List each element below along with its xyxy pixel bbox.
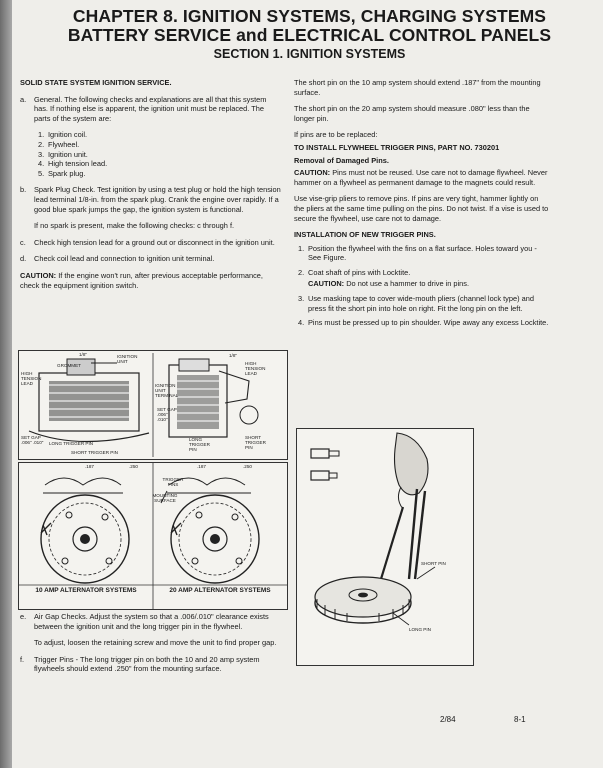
caution-ignition-switch: CAUTION: If the engine won't run, after previous acceptable performance, check the equipment ignition switch. <box>20 270 263 290</box>
item-a <box>20 95 282 124</box>
item-a-text: General. The following checks and explanations are all that this system has. If nothing else is apparent, the ignition unit must be replaced. The parts of the system are: <box>34 94 267 123</box>
caption-10-amp: 10 AMP ALTERNATOR SYSTEMS <box>35 587 137 594</box>
dim-left-a: .187 <box>85 464 94 469</box>
item-b <box>20 185 282 214</box>
footer-page-number: 8-1 <box>514 715 526 724</box>
item-e-note: To adjust, loosen the retaining screw and move the unit to find proper gap. <box>34 638 277 648</box>
item-b-note: If no spark is present, make the following checks: c through f. <box>34 221 235 231</box>
caption-20-amp: 20 AMP ALTERNATOR SYSTEMS <box>169 587 271 594</box>
list-item: 3. Use masking tape to cover wide-mouth pliers (channel lock type) and press fit the short pin into hole on right. Fit the long pin on the left. <box>298 294 534 313</box>
install-pins-heading: TO INSTALL FLYWHEEL TRIGGER PINS, PART NO. 730201 <box>294 142 500 152</box>
item-d <box>20 254 282 264</box>
list-item: 1. Ignition coil. <box>38 130 88 140</box>
item-e <box>20 612 282 631</box>
label-high-tension-right: HIGH TENSION LEAD <box>245 361 266 377</box>
chapter-title-line2: BATTERY SERVICE and ELECTRICAL CONTROL PANELS <box>67 25 552 45</box>
item-e-text: Air Gap Checks. Adjust the system so that a .006/.010" clearance exists between the ignition unit and the long trigger pin in the flywheel. <box>34 612 269 631</box>
item-c-letter: c. <box>20 237 26 247</box>
label-long-pin: LONG PIN <box>409 627 431 632</box>
item-c-text: Check high tension lead for a ground out or disconnect in the ignition unit. <box>34 237 275 247</box>
list-item: 1. Position the flywheel with the fins on a flat surface. Holes toward you - See Figure. <box>298 243 537 263</box>
dim-right-a: .187 <box>197 464 206 469</box>
short-pin-20amp: The short pin on the 20 amp system should measure .080" less than the longer pin. <box>294 104 530 123</box>
item-f-letter: f. <box>20 654 25 664</box>
left-column-top <box>20 78 282 290</box>
short-pin-10amp: The short pin on the 10 amp system should extend .187" from the mounting surface. <box>294 78 541 97</box>
left-column-bottom <box>20 612 282 681</box>
item-e-letter: e. <box>20 612 27 621</box>
figure-flywheels <box>18 462 288 610</box>
item-c <box>20 238 282 248</box>
label-trigger-pins: TRIGGER PINS <box>162 477 184 488</box>
label-ignition-unit-left: IGNITION UNIT <box>117 354 138 365</box>
pins-replace-note: If pins are to be replaced: <box>294 130 378 140</box>
list-item: 3. Ignition unit. <box>38 149 88 159</box>
caution-pins-reuse: CAUTION: Pins must not be reused. Use care not to damage flywheel. Never hammer on a flywheel as permanent damage to the magnets could result. <box>294 168 548 187</box>
dim-right-b: .250 <box>243 464 252 469</box>
label-high-tension-left: HIGH TENSION LEAD <box>21 371 42 387</box>
figure-air-gap <box>18 350 288 460</box>
item-b-letter: b. <box>20 185 27 195</box>
right-column <box>294 78 550 328</box>
label-set-gap-right: SET GAP .006" .010" <box>157 407 177 423</box>
item-d-text: Check coil lead and connection to ignition unit terminal. <box>34 254 215 264</box>
solid-state-heading: SOLID STATE SYSTEM IGNITION SERVICE. <box>20 78 172 87</box>
label-short-pin-left: SHORT TRIGGER PIN <box>71 450 118 455</box>
parts-list <box>20 130 282 178</box>
figure-pliers <box>296 428 474 666</box>
item-f <box>20 655 282 674</box>
item-d-letter: d. <box>20 254 27 264</box>
chapter-title-line1: CHAPTER 8. IGNITION SYSTEMS, CHARGING SYSTEMS <box>72 6 547 26</box>
item-b-text: Spark Plug Check. Test ignition by using a test plug or hold the high tension lead terminal 1/8-in. from the spark plug. Crank the engine over rapidly. If a good blue spark jumps the gap, the ignition system is functional. <box>34 185 281 214</box>
label-mounting-surface: MOUNTING SURFACE <box>152 493 178 504</box>
scan-edge <box>0 0 12 768</box>
label-long-pin-right: LONG TRIGGER PIN <box>189 437 210 453</box>
caution-no-hammer: CAUTION: Do not use a hammer to drive in pins. <box>308 278 470 288</box>
label-ignition-terminal: IGNITION UNIT TERMINAL <box>155 383 179 399</box>
label-short-pin-right: SHORT TRIGGER PIN <box>245 435 266 451</box>
list-item: 2. Flywheel. <box>38 139 80 149</box>
list-item: 4. High tension lead. <box>38 159 108 169</box>
list-item: 4. Pins must be pressed up to pin shoulder. Wipe away any excess Locktite. <box>298 318 549 328</box>
label-set-gap-left: SET GAP .006" .010" <box>21 435 44 446</box>
footer-date: 2/84 <box>440 715 456 724</box>
vise-grip-instructions: Use vise-grip pliers to remove pins. If pins are very tight, hammer lightly on the pliers at the same time pulling on the pins. Do not twist. If a vise is used to secure the flywheel, use care not to damage. <box>294 194 549 223</box>
label-long-pin-left: LONG TRIGGER PIN <box>49 441 94 446</box>
dim-left-b: .250 <box>129 464 138 469</box>
list-item: 2. Coat shaft of pins with Locktite. <box>298 267 411 277</box>
manual-page <box>12 0 603 768</box>
item-f-text: Trigger Pins - The long trigger pin on both the 10 and 20 amp system flywheels should extend .250" from the mounting surface. <box>34 654 260 674</box>
item-a-letter: a. <box>20 94 27 104</box>
section-title: SECTION 1. IGNITION SYSTEMS <box>213 47 406 61</box>
pliers-illustration <box>297 429 473 665</box>
label-short-pin: SHORT PIN <box>421 561 446 566</box>
label-gap-left: 1/8" <box>79 352 88 357</box>
installation-heading: INSTALLATION OF NEW TRIGGER PINS. <box>294 230 436 240</box>
removal-heading: Removal of Damaged Pins. <box>294 155 389 165</box>
label-grommet: GROMMET <box>57 363 81 368</box>
list-item: 5. Spark plug. <box>38 168 86 178</box>
label-gap-right: 1/8" <box>229 353 238 358</box>
